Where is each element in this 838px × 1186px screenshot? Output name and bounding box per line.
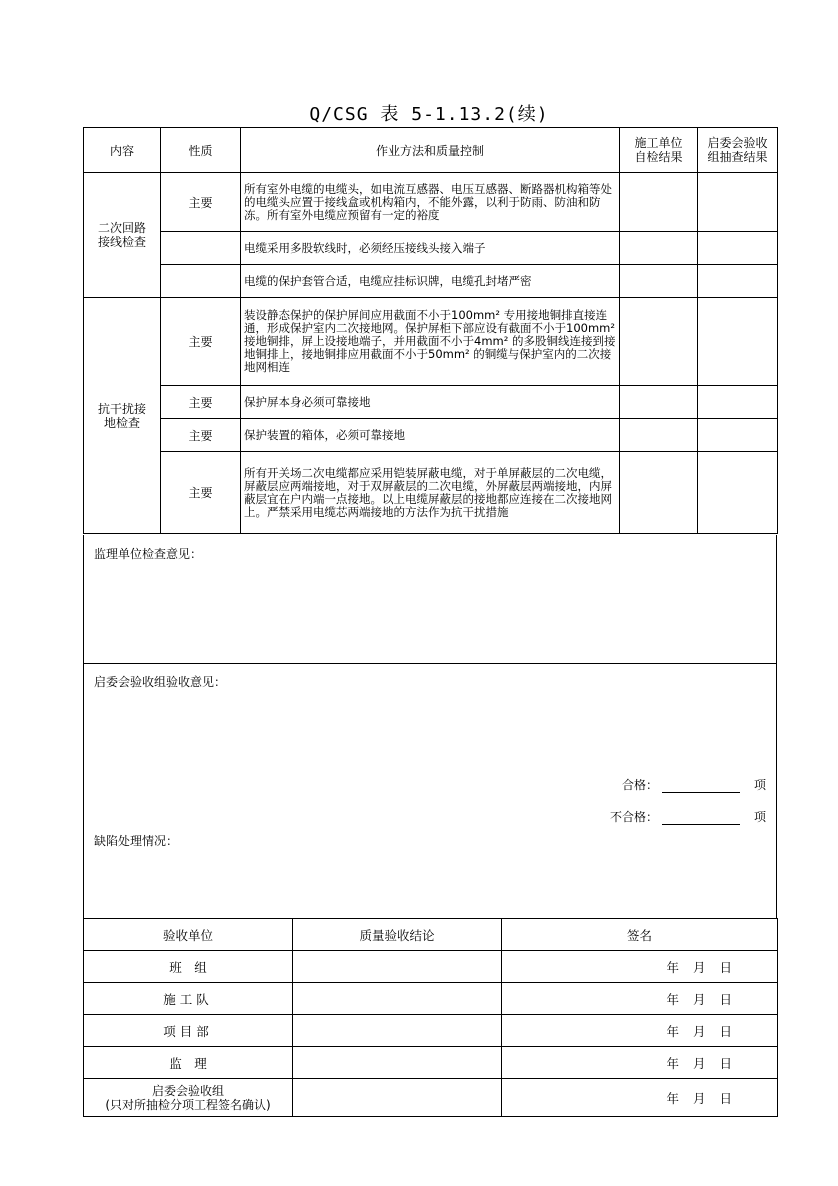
committee-opinion-box[interactable] — [83, 663, 777, 919]
table-row — [84, 419, 778, 452]
header-content: 内容 — [84, 128, 161, 173]
fail-count-row — [610, 808, 766, 825]
header-self-check: 施工单位 自检结果 — [620, 128, 698, 173]
sign-table — [83, 918, 778, 1117]
table-row — [84, 173, 778, 232]
row-method: 保护屏本身必须可靠接地 — [241, 386, 620, 419]
row-nature: 主要 — [161, 452, 241, 534]
sign-header-unit: 验收单位 — [84, 919, 293, 951]
committee-check-cell[interactable] — [698, 232, 778, 265]
row-method: 电缆采用多股软线时，必须经压接线头接入端子 — [241, 232, 620, 265]
sign-row — [84, 983, 778, 1015]
signature-cell[interactable]: 年 月 日 — [502, 1047, 778, 1079]
signature-cell[interactable]: 年 月 日 — [502, 983, 778, 1015]
sign-row — [84, 951, 778, 983]
row-nature: 主要 — [161, 386, 241, 419]
sign-unit: 施工队 — [84, 983, 293, 1015]
conclusion-cell[interactable] — [293, 951, 502, 983]
group-name: 抗干扰接地检查 — [84, 298, 161, 534]
sign-header-row — [84, 919, 778, 951]
self-check-cell[interactable] — [620, 265, 698, 298]
conclusion-cell[interactable] — [293, 1047, 502, 1079]
sign-header-signature: 签名 — [502, 919, 778, 951]
row-method: 所有开关场二次电缆都应采用铠装屏蔽电缆，对于单屏蔽层的二次电缆，屏蔽层应两端接地，对于双屏蔽层的二次电缆，外屏蔽层两端接地，内屏蔽层宜在户内端一点接地。以上电缆屏蔽层的接地都应连接在二次接地网上。严禁采用电缆芯两端接地的方法作为抗干扰措施 — [241, 452, 620, 534]
self-check-cell[interactable] — [620, 173, 698, 232]
committee-check-cell[interactable] — [698, 298, 778, 386]
header-method: 作业方法和质量控制 — [241, 128, 620, 173]
row-method: 装设静态保护的保护屏间应用截面不小于100mm² 专用接地铜排直接连通，形成保护室内二次接地网。保护屏柜下部应设有截面不小于100mm² 接地铜排，屏上设接地端子，并用截面不小于4mm² 的多股铜线连接到接地铜排上，接地铜排应用截面不小于50mm² 的铜缆与保护室内的二次接地网相连 — [241, 298, 620, 386]
committee-opinion-label: 启委会验收组验收意见： — [94, 675, 227, 689]
pass-count-row — [622, 776, 766, 793]
committee-check-cell[interactable] — [698, 386, 778, 419]
header-committee-check: 启委会验收 组抽查结果 — [698, 128, 778, 173]
inspection-table — [83, 127, 778, 534]
supervision-opinion-box[interactable] — [83, 535, 777, 664]
form-title: Q/CSG 表 5-1.13.2(续) — [309, 104, 549, 125]
row-method: 所有室外电缆的电缆头，如电流互感器、电压互感器、断路器机构箱等处的电缆头应置于接线盒或机构箱内，不能外露，以利于防雨、防油和防冻。所有室外电缆应预留有一定的裕度 — [241, 173, 620, 232]
sign-row — [84, 1079, 778, 1117]
self-check-cell[interactable] — [620, 232, 698, 265]
signature-cell[interactable]: 年 月 日 — [502, 951, 778, 983]
sign-row — [84, 1047, 778, 1079]
table-row — [84, 265, 778, 298]
group-name: 二次回路接线检查 — [84, 173, 161, 298]
self-check-cell[interactable] — [620, 386, 698, 419]
pass-count-field[interactable] — [662, 780, 740, 793]
pass-label: 合格： — [621, 778, 658, 792]
row-nature — [161, 232, 241, 265]
sign-unit: 班 组 — [84, 951, 293, 983]
sign-unit-committee: 启委会验收组 (只对所抽检分项工程签名确认) — [84, 1079, 293, 1117]
committee-check-cell[interactable] — [698, 452, 778, 534]
sign-row — [84, 1015, 778, 1047]
pass-unit: 项 — [753, 778, 766, 792]
table-row — [84, 386, 778, 419]
self-check-cell[interactable] — [620, 452, 698, 534]
table-row — [84, 232, 778, 265]
self-check-cell[interactable] — [620, 298, 698, 386]
committee-check-cell[interactable] — [698, 173, 778, 232]
row-nature: 主要 — [161, 419, 241, 452]
fail-label: 不合格： — [609, 810, 658, 824]
row-nature: 主要 — [161, 173, 241, 232]
committee-check-cell[interactable] — [698, 419, 778, 452]
table-row — [84, 452, 778, 534]
defect-handling-label: 缺陷处理情况： — [94, 834, 179, 848]
supervision-opinion-label: 监理单位检查意见： — [94, 547, 203, 561]
conclusion-cell[interactable] — [293, 1079, 502, 1117]
fail-count-field[interactable] — [662, 812, 740, 825]
conclusion-cell[interactable] — [293, 983, 502, 1015]
table-row — [84, 298, 778, 386]
signature-cell[interactable]: 年 月 日 — [502, 1015, 778, 1047]
conclusion-cell[interactable] — [293, 1015, 502, 1047]
sign-unit: 项目部 — [84, 1015, 293, 1047]
row-method: 保护装置的箱体，必须可靠接地 — [241, 419, 620, 452]
committee-check-cell[interactable] — [698, 265, 778, 298]
row-method: 电缆的保护套管合适，电缆应挂标识牌，电缆孔封堵严密 — [241, 265, 620, 298]
row-nature: 主要 — [161, 298, 241, 386]
table-header-row — [84, 128, 778, 173]
fail-unit: 项 — [753, 810, 766, 824]
header-nature: 性质 — [161, 128, 241, 173]
signature-cell[interactable]: 年 月 日 — [502, 1079, 778, 1117]
sign-unit: 监 理 — [84, 1047, 293, 1079]
self-check-cell[interactable] — [620, 419, 698, 452]
row-nature — [161, 265, 241, 298]
sign-header-conclusion: 质量验收结论 — [293, 919, 502, 951]
